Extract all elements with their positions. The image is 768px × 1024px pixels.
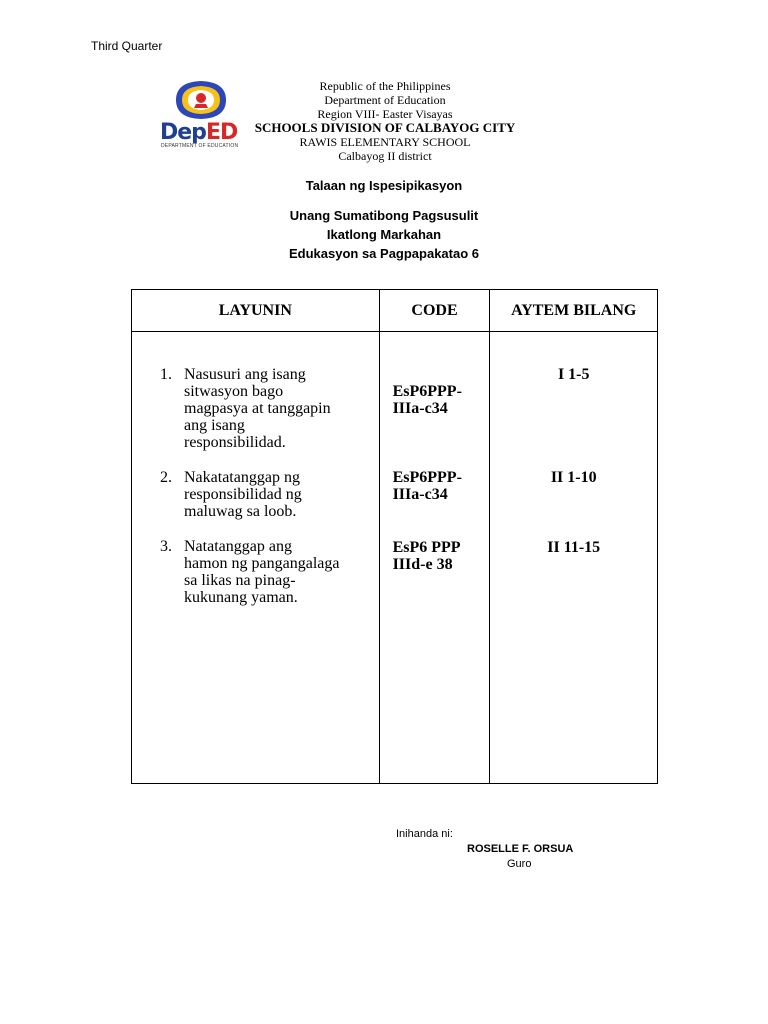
deped-logo: DepED: [160, 120, 238, 145]
code-item: EsP6PPP- IIIa-c34: [392, 469, 462, 503]
aytem-item: II 1-10: [550, 469, 597, 486]
objectives-cell: [132, 332, 380, 784]
division-line: SCHOOLS DIVISION OF CALBAYOG CITY: [254, 120, 516, 135]
aytem-item: I 1-5: [557, 366, 590, 383]
prepared-by-label: Inihanda ni:: [396, 828, 453, 840]
aytem-bilang-cell: [490, 332, 658, 784]
aytem-item: II 11-15: [547, 539, 601, 556]
logo-subtitle: DEPARTMENT OF EDUCATION: [161, 143, 239, 149]
department-line: Department of Education: [324, 93, 446, 107]
republic-line: Republic of the Philippines: [319, 79, 451, 93]
deped-seal-icon: [174, 78, 228, 122]
region-line: Region VIII- Easter Visayas: [317, 107, 453, 121]
objective-item: 3. Natatanggap ang hamon ng pangangalaga sa likas na pinag- kukunang yaman.: [160, 538, 340, 606]
code-item: EsP6PPP- IIIa-c34: [392, 383, 462, 417]
objective-item: 1. Nasusuri ang isang sitwasyon bago magpasya at tanggapin ang isang responsibilidad.: [160, 366, 331, 451]
preparer-name: ROSELLE F. ORSUA: [467, 843, 574, 855]
document-title: Talaan ng Ispesipikasyon: [305, 178, 463, 193]
district-line: Calbayog II district: [338, 149, 432, 163]
header-code: CODE: [379, 290, 490, 332]
codes-cell: [379, 332, 490, 784]
header-aytem-bilang: AYTEM BILANG: [490, 290, 658, 332]
code-item: EsP6 PPP IIId-e 38: [392, 539, 461, 573]
objective-item: 2. Nakatatanggap ng responsibilidad ng maluwag sa loob.: [160, 469, 302, 520]
school-line: RAWIS ELEMENTARY SCHOOL: [299, 135, 471, 149]
agency-header: [235, 79, 535, 163]
preparer-role: Guro: [507, 858, 532, 870]
header-layunin: LAYUNIN: [132, 290, 380, 332]
subject-name: Edukasyon sa Pagpapakatao 6: [288, 246, 480, 261]
test-info: [0, 206, 768, 263]
header-note: Third Quarter: [91, 39, 163, 53]
test-name: Unang Sumatibong Pagsusulit: [289, 208, 479, 223]
specification-table: [131, 289, 658, 784]
quarter-name: Ikatlong Markahan: [326, 227, 442, 242]
